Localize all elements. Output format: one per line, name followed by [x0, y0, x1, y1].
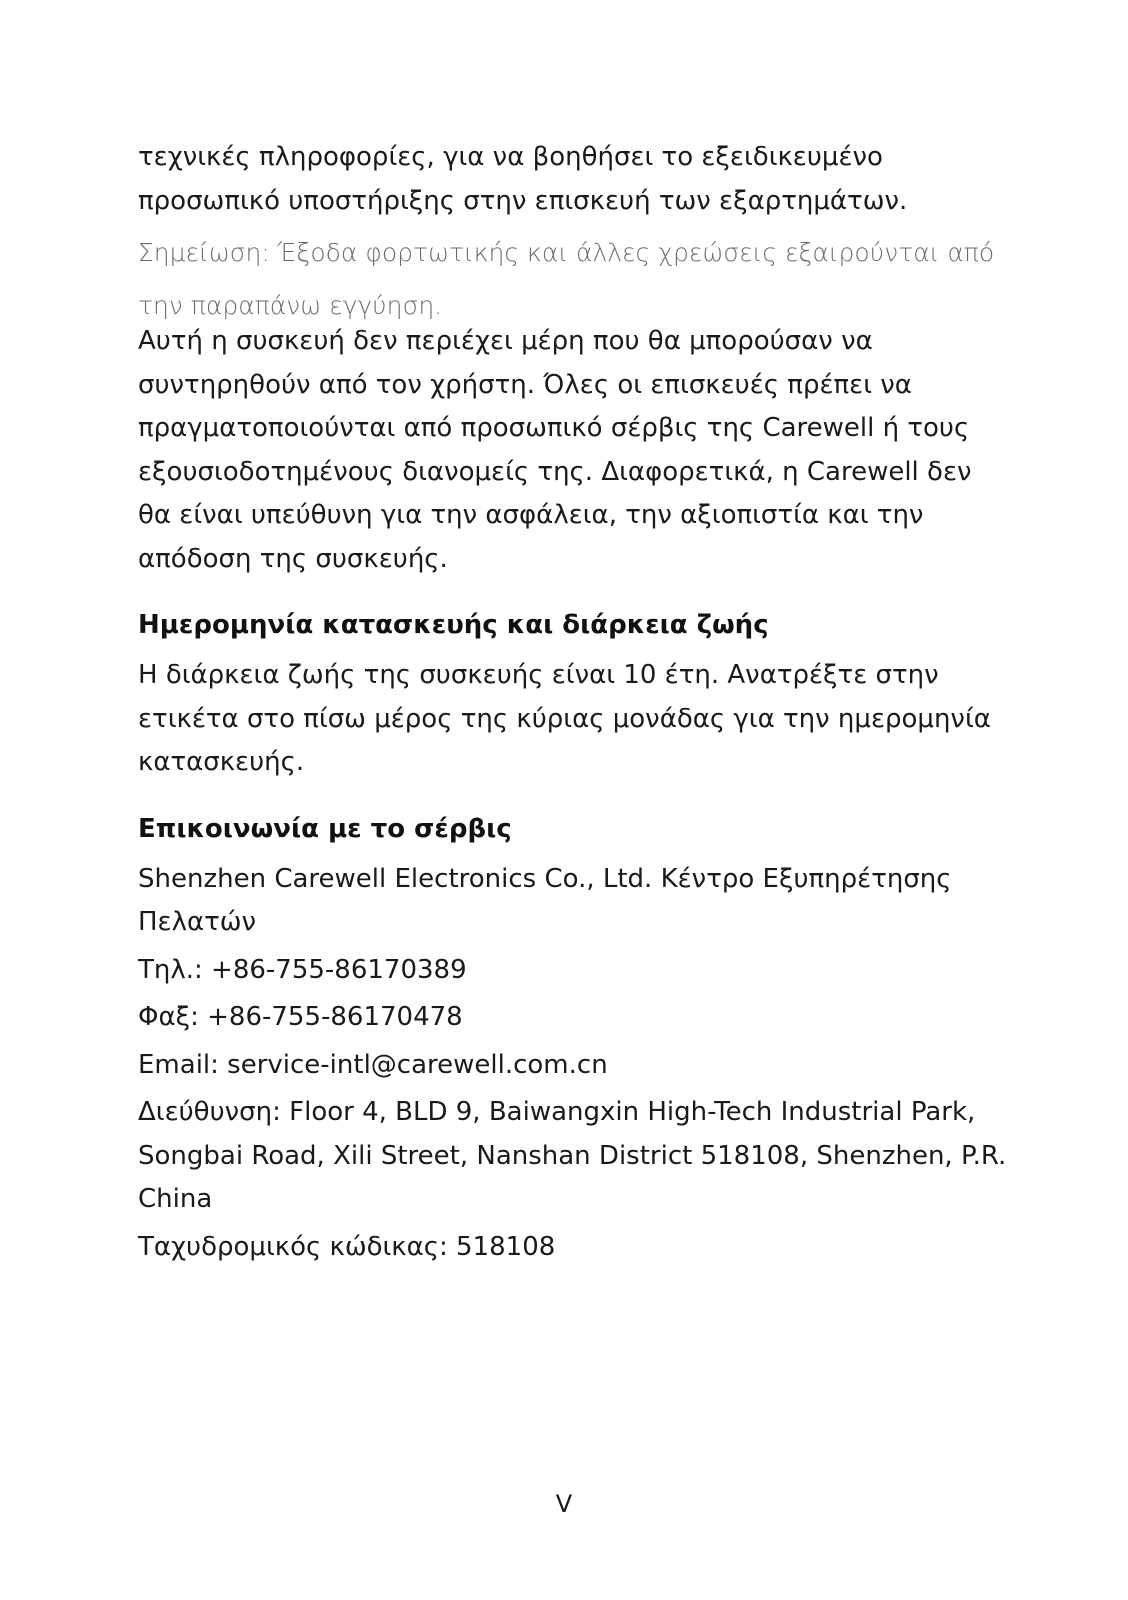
contact-fax: Φαξ: +86-755-86170478 — [138, 1002, 463, 1032]
lifetime-paragraph: Η διάρκεια ζωής της συσκευής είναι 10 έτη. Ανατρέξτε στην ετικέτα στο πίσω μέρος της κύριας μονάδας για την ημερομηνία κατασκευής. — [138, 660, 991, 777]
intro-paragraph-tail: τεχνικές πληροφορίες, για να βοηθήσει το εξειδικευμένο προσωπικό υποστήριξης στην επισκευή των εξαρτημάτων. — [138, 142, 908, 216]
contact-phone: Τηλ.: +86-755-86170389 — [138, 954, 467, 985]
page-content — [138, 136, 1008, 1269]
lifetime-heading: Ημερομηνία κατασκευής και διάρκεια ζωής — [138, 610, 769, 640]
note-paragraph: Σημείωση: Έξοδα φορτωτικής και άλλες χρεώσεις εξαιρούνται από την παραπάνω εγγύηση. — [138, 238, 995, 320]
contact-address: Διεύθυνση: Floor 4, BLD 9, Baiwangxin High-Tech Industrial Park, Songbai Road, Xili Street, Nanshan District 518108, Shenzhen, P.R. China — [138, 1097, 1007, 1214]
contact-block — [138, 858, 1008, 1270]
contact-company: Shenzhen Carewell Electronics Co., Ltd. Κέντρο Εξυπηρέτησης Πελατών — [138, 863, 952, 937]
contact-heading: Επικοινωνία με το σέρβις — [138, 813, 512, 844]
contact-email: Email: service-intl@carewell.com.cn — [138, 1049, 608, 1080]
service-paragraph: Αυτή η συσκευή δεν περιέχει μέρη που θα μπορούσαν να συντηρηθούν από τον χρήστη. Όλες οι επισκευές πρέπει να πραγματοποιούνται από προσωπικό σέρβις της Carewell ή τους εξουσιοδοτημένους διανομείς της. Διαφορετικά, η Carewell δεν θα είναι υπεύθυνη για την ασφάλεια, την αξιοπιστία και την απόδοση της συσκευής. — [138, 326, 972, 574]
page-number: V — [555, 1490, 573, 1518]
contact-postal-code: Ταχυδρομικός κώδικας: 518108 — [138, 1231, 556, 1262]
